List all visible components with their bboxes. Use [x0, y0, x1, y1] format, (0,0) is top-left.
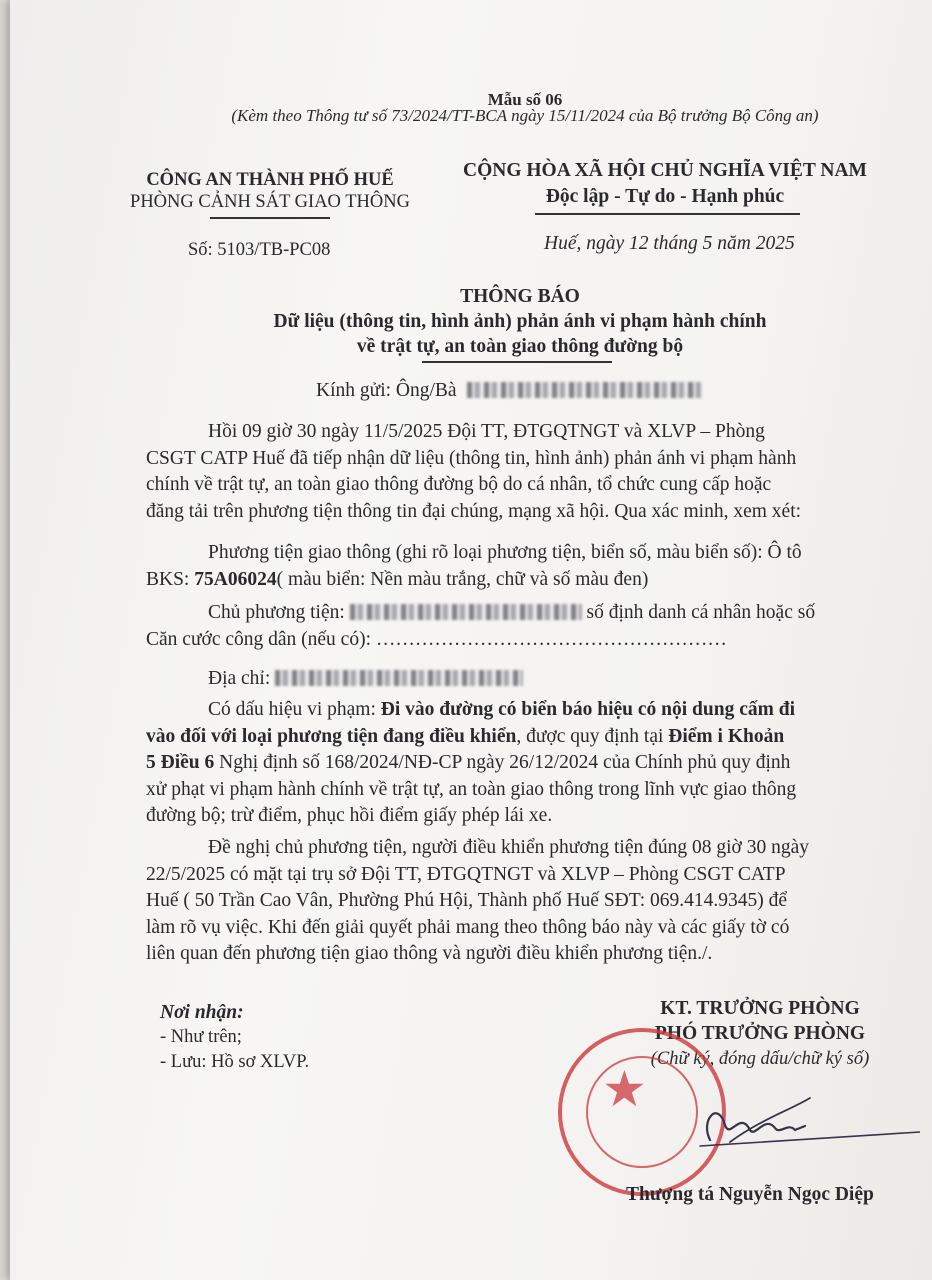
violation-line [146, 697, 894, 724]
nation-name: CỘNG HÒA XÃ HỘI CHỦ NGHĨA VIỆT NAM [463, 160, 867, 181]
violation-line [146, 724, 894, 751]
text-line: Huế ( 50 Trần Cao Vân, Phường Phú Hội, Thành phố Huế SĐT: 069.414.9345) để [146, 890, 788, 911]
address-label: Địa chỉ: [208, 668, 276, 689]
text-line: làm rõ vụ việc. Khi đến giải quyết phải mang theo thông báo này và các giấy tờ có [146, 916, 790, 938]
paragraph-request [146, 835, 894, 968]
nation-motto: Độc lập - Tự do - Hạnh phúc [545, 186, 785, 207]
owner-id-label: số định danh cá nhân hoặc số [581, 602, 816, 623]
notice-title: THÔNG BÁO [460, 286, 580, 307]
text-line: đường bộ; trừ điểm, phục hồi điểm giấy phép lái xe. [146, 805, 553, 826]
text-line: Hồi 09 giờ 30 ngày 11/5/2025 Đội TT, ĐTGQTNGT và XLVP – Phòng [208, 421, 765, 442]
recipient-item: - Lưu: Hồ sơ XLVP. [160, 1052, 310, 1072]
paragraph-owner [146, 600, 894, 653]
issuer-org: CÔNG AN THÀNH PHỐ HUẾ [146, 170, 394, 190]
recipient-item: - Như trên; [160, 1027, 242, 1047]
violation-line [146, 750, 894, 777]
stamp-star-icon: ★ [602, 1060, 647, 1118]
signature-note: (Chữ ký, đóng dấu/chữ ký số) [650, 1049, 870, 1069]
text-span: , được quy định tại [516, 725, 669, 747]
signer-name: Thượng tá Nguyễn Ngọc Diệp [626, 1184, 874, 1205]
text-line: Phương tiện giao thông (ghi rõ loại phương tiện, biển số, màu biển số): Ô tô [208, 542, 802, 563]
paragraph-receipt [146, 419, 894, 525]
paragraph-address [146, 666, 894, 693]
plate-label: BKS: [146, 568, 195, 590]
violation-label: Có dấu hiệu vi phạm: [208, 699, 381, 720]
redacted-address [275, 670, 523, 686]
text-line: CSGT CATP Huế đã tiếp nhận dữ liệu (thông tin, hình ảnh) phản ánh vi phạm hành [146, 447, 797, 469]
notice-subtitle-1: Dữ liệu (thông tin, hình ảnh) phản ánh vi phạm hành chính [273, 311, 767, 332]
document-number: Số: 5103/TB-PC08 [188, 240, 331, 260]
legal-reference: 5 Điều 6 [146, 752, 215, 773]
plate-line [146, 567, 894, 594]
salutation-label: Kính gửi: Ông/Bà [316, 380, 457, 401]
issuer-underline [210, 217, 330, 219]
text-line: đăng tải trên phương tiện thông tin đại chúng, mạng xã hội. Qua xác minh, xem xét: [146, 500, 802, 522]
issuer-dept: PHÒNG CẢNH SÁT GIAO THÔNG [130, 192, 410, 212]
text-line: Căn cước công dân (nếu có): ……………………………………………… [146, 628, 727, 650]
signature-title-2: PHÓ TRƯỞNG PHÒNG [654, 1023, 866, 1044]
license-plate: 75A06024 [194, 568, 277, 590]
recipients-heading: Nơi nhận: [160, 1002, 244, 1023]
text-span: Nghị định số 168/2024/NĐ-CP ngày 26/12/2024 của Chính phủ quy định [214, 752, 791, 773]
paragraph-violation [146, 697, 894, 830]
document-page [10, 0, 932, 1280]
violation-text: Đi vào đường có biển báo hiệu có nội dung cấm đi [380, 699, 795, 720]
owner-label: Chủ phương tiện: [208, 602, 350, 623]
signature-title-1: KT. TRƯỞNG PHÒNG [660, 998, 860, 1019]
attached-note: (Kèm theo Thông tư số 73/2024/TT-BCA ngày 15/11/2024 của Bộ trưởng Bộ Công an) [231, 106, 819, 125]
text-line: 22/5/2025 có mặt tại trụ sở Đội TT, ĐTGQTNGT và XLVP – Phòng CSGT CATP [146, 863, 786, 885]
text-line: chính về trật tự, an toàn giao thông đường bộ do cá nhân, tổ chức cung cấp hoặc [146, 474, 772, 495]
address-line [146, 666, 894, 693]
motto-underline [535, 213, 800, 215]
plate-color: ( màu biển: Nền màu trắng, chữ và số màu đen) [276, 568, 649, 590]
text-line: xử phạt vi phạm hành chính về trật tự, an toàn giao thông trong lĩnh vực giao thông [146, 778, 797, 800]
notice-subtitle-2: về trật tự, an toàn giao thông đường bộ [356, 336, 684, 357]
title-underline [422, 361, 612, 363]
owner-line [146, 600, 894, 627]
paragraph-vehicle [146, 540, 894, 593]
form-number: Mẫu số 06 [487, 90, 563, 109]
handwritten-signature [670, 1080, 920, 1160]
text-line: liên quan đến phương tiện giao thông và người điều khiển phương tiện./. [146, 943, 713, 964]
legal-reference: Điểm i Khoản [668, 725, 785, 747]
place-date: Huế, ngày 12 tháng 5 năm 2025 [544, 233, 795, 254]
violation-text: vào đối với loại phương tiện đang điều khiển [146, 725, 517, 747]
redacted-owner-name [350, 604, 582, 620]
text-line: Đề nghị chủ phương tiện, người điều khiển phương tiện đúng 08 giờ 30 ngày [208, 837, 810, 858]
redacted-recipient-name [467, 382, 703, 398]
salutation [316, 380, 703, 402]
